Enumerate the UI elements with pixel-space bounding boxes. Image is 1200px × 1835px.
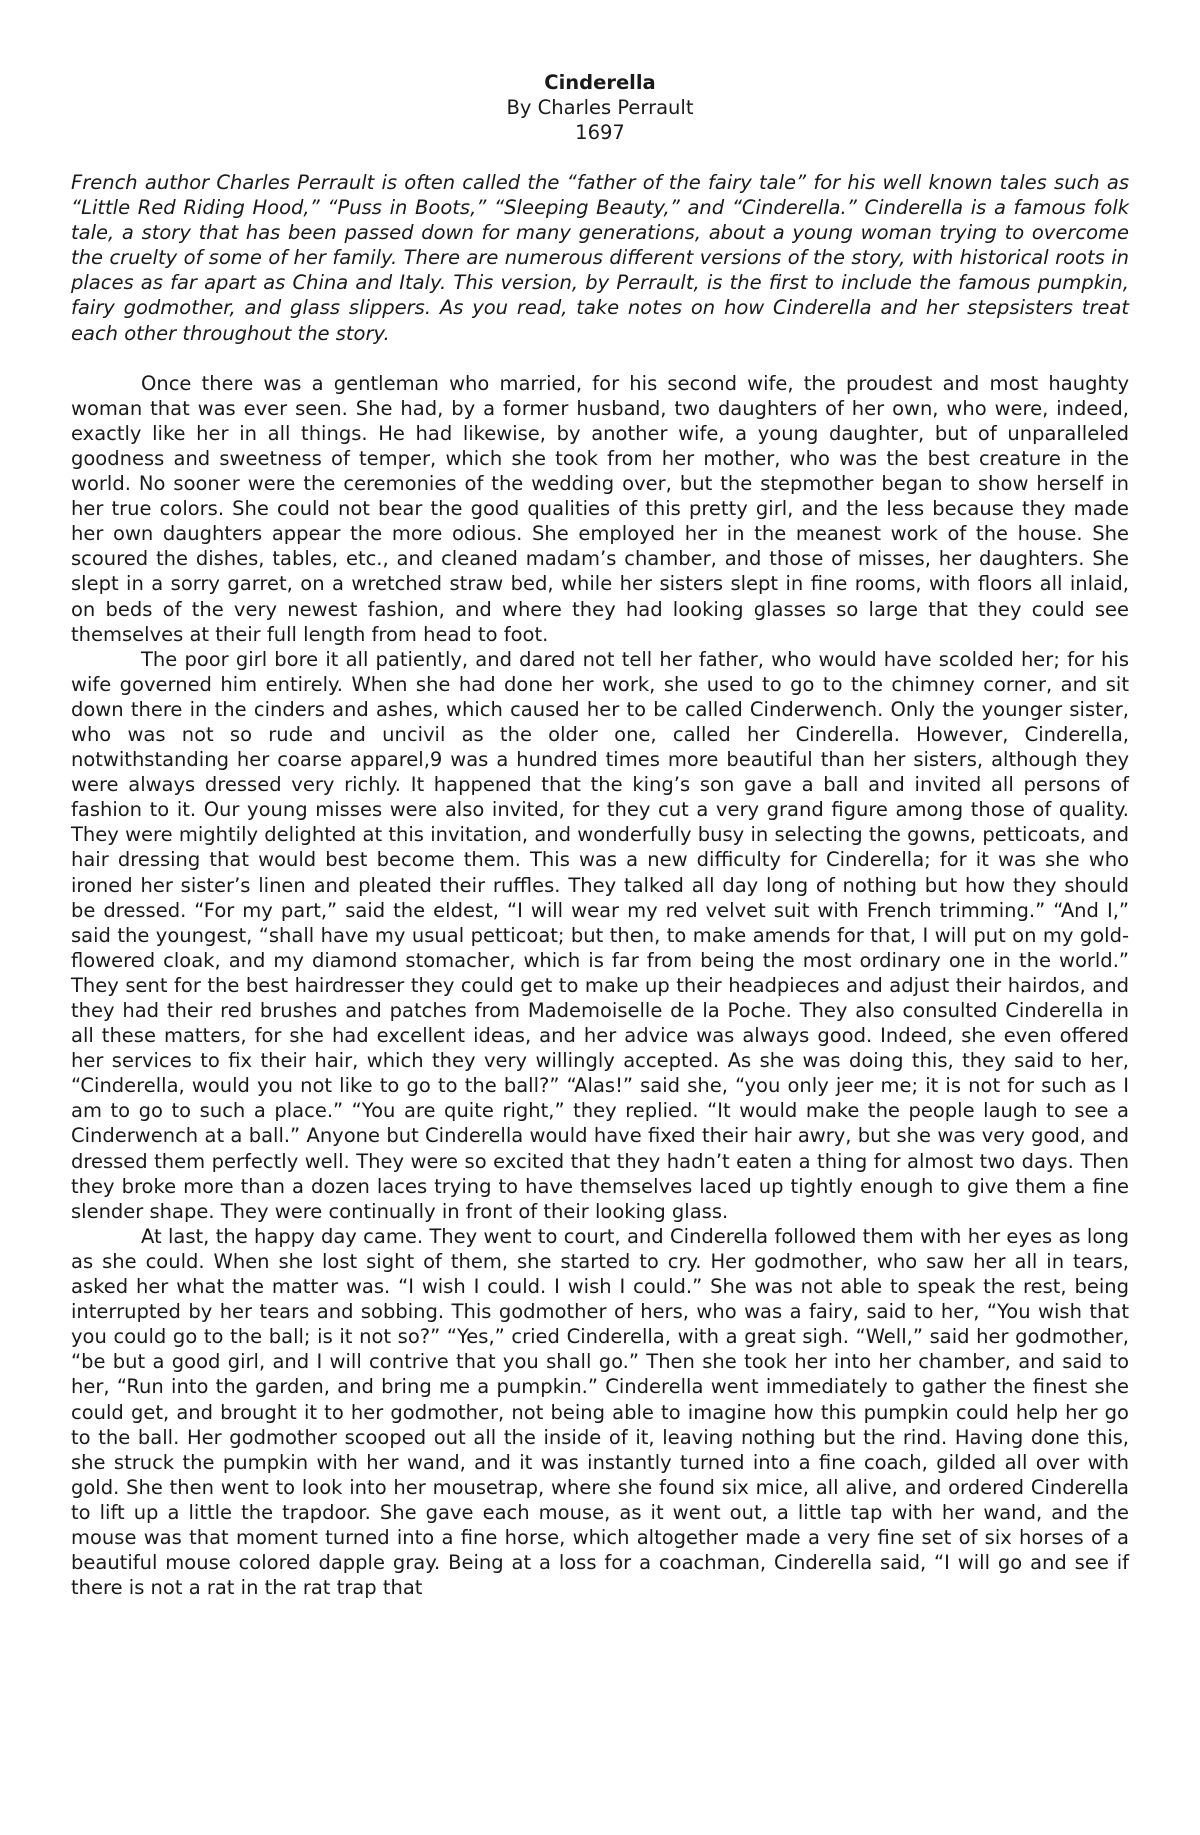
author-byline: By Charles Perrault (506, 96, 694, 119)
story-title: Cinderella (544, 71, 656, 94)
story-paragraph: The poor girl bore it all patiently, and dared not tell her father, who would have scolded her; for his wife governed him entirely. When she had done her work, she used to go to the chimney corner, and sit down there in the cinders and ashes, which caused her to be called Cinderwench. Only the younger sister, who was not so rude and uncivil as the older one, called her Cinderella. However, Cinderella, notwithstanding her coarse apparel,9 was a hundred times more beautiful than her sisters, although they were always dressed very richly. It happened that the king’s son gave a ball and invited all persons of fashion to it. Our young misses were also invited, for they cut a very grand figure among those of quality. They were mightily delighted at this invitation, and wonderfully busy in selecting the gowns, petticoats, and hair dressing that would best become them. This was a new difficulty for Cinderella; for it was she who ironed her sister’s linen and pleated their ruffles. They talked all day long of nothing but how they should be dressed. “For my part,” said the eldest, “I will wear my red velvet suit with French trimming.” “And I,” said the youngest, “shall have my usual petticoat; but then, to make amends for that, I will put on my gold-flowered cloak, and my diamond stomacher, which is far from being the most ordinary one in the world.” They sent for the best hairdresser they could get to make up their headpieces and adjust their hairdos, and they had their red brushes and patches from Mademoiselle de la Poche. They also consulted Cinderella in all these matters, for she had excellent ideas, and her advice was always good. Indeed, she even offered her services to fix their hair, which they very willingly accepted. As she was doing this, they said to her, “Cinderella, would you not like to go to the ball?” “Alas!” said she, “you only jeer me; it is not for such as I am to go to such a place.” “You are quite right,” they replied. “It would make the people laugh to see a Cinderwench at a ball.” Anyone but Cinderella would have fixed their hair awry, but she was very good, and dressed them perfectly well. They were so excited that they hadn’t eaten a thing for almost two days. Then they broke more than a dozen laces trying to have themselves laced up tightly enough to give them a fine slender shape. They were continually in front of their looking glass. (71, 647, 1129, 1223)
document-content (71, 70, 1129, 1600)
story-paragraph: Once there was a gentleman who married, for his second wife, the proudest and most haughty woman that was ever seen. She had, by a former husband, two daughters of her own, who were, indeed, exactly like her in all things. He had likewise, by another wife, a young daughter, but of unparalleled goodness and sweetness of temper, which she took from her mother, who was the best creature in the world. No sooner were the ceremonies of the wedding over, but the stepmother began to show herself in her true colors. She could not bear the good qualities of this pretty girl, and the less because they made her own daughters appear the more odious. She employed her in the meanest work of the house. She scoured the dishes, tables, etc., and cleaned madam’s chamber, and those of misses, her daughters. She slept in a sorry garret, on a wretched straw bed, while her sisters slept in fine rooms, with floors all inlaid, on beds of the very newest fashion, and where they had looking glasses so large that they could see themselves at their full length from head to foot. (71, 371, 1129, 646)
intro-paragraph: French author Charles Perrault is often called the “father of the fairy tale” for his well known tales such as “Little Red Riding Hood,” “Puss in Boots,” “Sleeping Beauty,” and “Cinderella.” Cinderella is a famous folk tale, a story that has been passed down for many generations, about a young woman trying to overcome the cruelty of some of her family. There are numerous different versions of the story, with historical roots in places as far apart as China and Italy. This version, by Perrault, is the first to include the famous pumpkin, fairy godmother, and glass slippers. As you read, take notes on how Cinderella and her stepsisters treat each other throughout the story. (71, 171, 1129, 345)
publication-year: 1697 (575, 121, 625, 144)
story-paragraph: At last, the happy day came. They went to court, and Cinderella followed them with her eyes as long as she could. When she lost sight of them, she started to cry. Her godmother, who saw her all in tears, asked her what the matter was. “I wish I could. I wish I could.” She was not able to speak the rest, being interrupted by her tears and sobbing. This godmother of hers, who was a fairy, said to her, “You wish that you could go to the ball; is it not so?” “Yes,” cried Cinderella, with a great sigh. “Well,” said her godmother, “be but a good girl, and I will contrive that you shall go.” Then she took her into her chamber, and said to her, “Run into the garden, and bring me a pumpkin.” Cinderella went immediately to gather the finest she could get, and brought it to her godmother, not being able to imagine how this pumpkin could help her go to the ball. Her godmother scooped out all the inside of it, leaving nothing but the rind. Having done this, she struck the pumpkin with her wand, and it was instantly turned into a fine coach, gilded all over with gold. She then went to look into her mousetrap, where she found six mice, all alive, and ordered Cinderella to lift up a little the trapdoor. She gave each mouse, as it went out, a little tap with her wand, and the mouse was that moment turned into a fine horse, which altogether made a very fine set of six horses of a beautiful mouse colored dapple gray. Being at a loss for a coachman, Cinderella said, “I will go and see if there is not a rat in the rat trap that (71, 1224, 1129, 1600)
story-body (71, 371, 1129, 1601)
